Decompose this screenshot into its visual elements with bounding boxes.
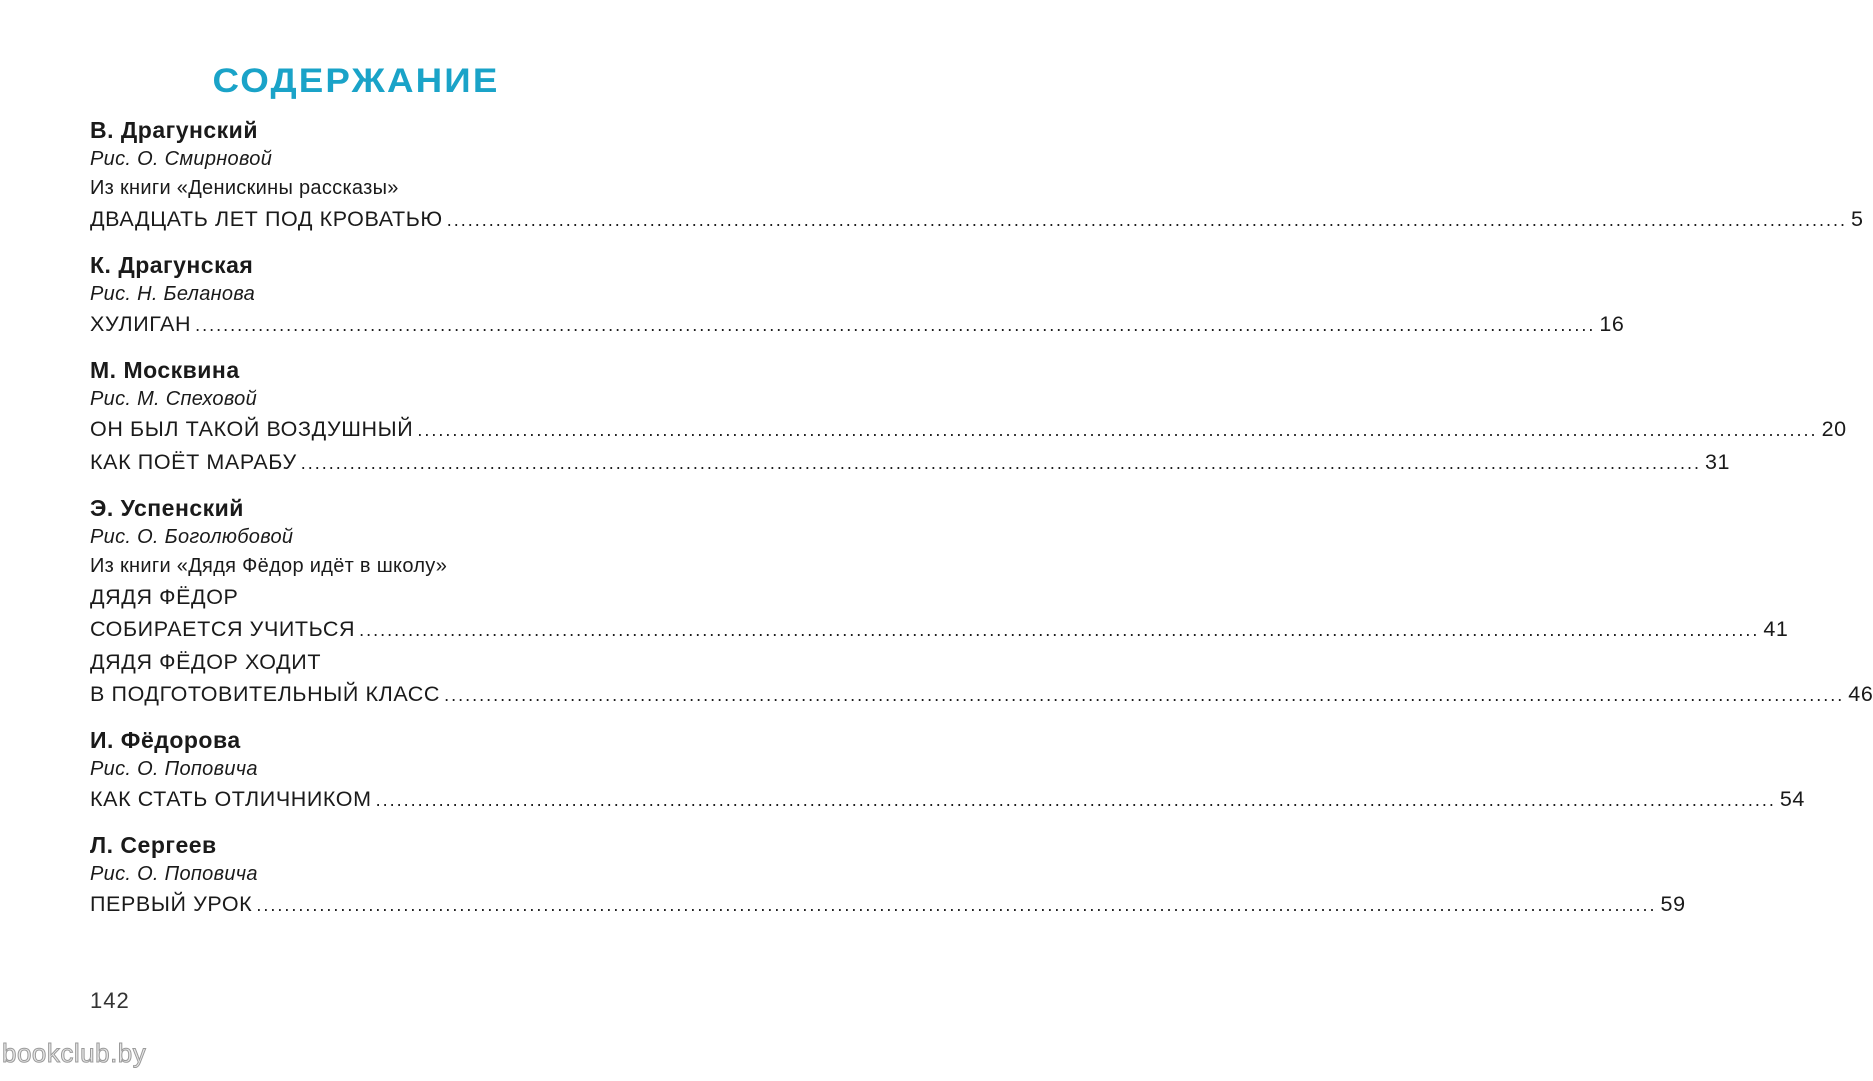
toc-section xyxy=(90,355,1847,479)
toc-entry[interactable] xyxy=(90,888,1686,921)
toc-section xyxy=(90,493,1873,711)
dot-leader: ........................................................................................................................................................................................................ xyxy=(446,210,1847,230)
book-source: Из книги «Дядя Фёдор идёт в школу» xyxy=(90,555,448,577)
page-ref: 16 xyxy=(1599,312,1625,336)
story-title: ХУЛИГАН xyxy=(90,312,192,336)
author-name: В. Драгунский xyxy=(90,117,258,143)
author-name: Л. Сергеев xyxy=(90,832,217,858)
dot-leader: ........................................................................................................................................................................................................ xyxy=(256,895,1657,915)
author-name: Э. Успенский xyxy=(90,495,244,521)
page-ref: 59 xyxy=(1660,892,1686,916)
toc-entry[interactable] xyxy=(90,783,1805,816)
dot-leader: ........................................................................................................................................................................................................ xyxy=(444,685,1845,705)
dot-leader: ........................................................................................................................................................................................................ xyxy=(300,453,1701,473)
toc-section xyxy=(90,250,1625,341)
page-ref: 31 xyxy=(1704,450,1731,474)
illustrator-credit: Рис. О. Поповича xyxy=(90,758,258,780)
page-ref: 5 xyxy=(1850,207,1864,231)
toc-entry[interactable] xyxy=(90,203,1864,236)
author-name: К. Драгунская xyxy=(90,252,254,278)
page-ref: 46 xyxy=(1848,682,1873,706)
illustrator-credit: Рис. О. Поповича xyxy=(90,863,258,885)
dot-leader: ........................................................................................................................................................................................................ xyxy=(417,420,1818,440)
page-ref: 20 xyxy=(1821,417,1847,441)
page-ref: 54 xyxy=(1779,787,1805,811)
page-number: 142 xyxy=(90,988,130,1013)
author-name: М. Москвина xyxy=(90,357,240,383)
toc-section xyxy=(90,115,1864,236)
dot-leader: ........................................................................................................................................................................................................ xyxy=(375,790,1776,810)
story-title: ДВАДЦАТЬ ЛЕТ ПОД КРОВАТЬЮ xyxy=(90,207,443,231)
story-title: В ПОДГОТОВИТЕЛЬНЫЙ КЛАСС xyxy=(90,682,441,706)
watermark: bookclub.by xyxy=(2,1038,147,1068)
story-title: СОБИРАЕТСЯ УЧИТЬСЯ xyxy=(90,617,356,641)
story-title: ОН БЫЛ ТАКОЙ ВОЗДУШНЫЙ xyxy=(90,417,414,441)
toc-section xyxy=(90,725,1805,816)
illustrator-credit: Рис. М. Спеховой xyxy=(90,388,257,410)
toc-entry[interactable] xyxy=(90,678,1873,711)
story-title-line: ДЯДЯ ФЁДОР ХОДИТ xyxy=(90,650,322,674)
page-ref: 41 xyxy=(1763,617,1789,641)
contents-list xyxy=(90,115,1873,921)
story-title: ПЕРВЫЙ УРОК xyxy=(90,892,253,916)
table-of-contents xyxy=(90,62,1873,935)
dot-leader: ........................................................................................................................................................................................................ xyxy=(359,620,1760,640)
toc-entry[interactable] xyxy=(90,308,1625,341)
story-title: КАК СТАТЬ ОТЛИЧНИКОМ xyxy=(90,787,372,811)
book-source: Из книги «Денискины рассказы» xyxy=(90,177,399,199)
story-title-line: ДЯДЯ ФЁДОР xyxy=(90,585,239,609)
story-title: КАК ПОЁТ МАРАБУ xyxy=(90,450,297,474)
page-title: СОДЕРЖАНИЕ xyxy=(212,62,500,100)
toc-section xyxy=(90,830,1686,921)
toc-entry[interactable] xyxy=(90,446,1731,479)
illustrator-credit: Рис. Н. Беланова xyxy=(90,283,256,305)
illustrator-credit: Рис. О. Боголюбовой xyxy=(90,526,294,548)
illustrator-credit: Рис. О. Смирновой xyxy=(90,148,273,170)
toc-entry[interactable] xyxy=(90,613,1789,646)
dot-leader: ........................................................................................................................................................................................................ xyxy=(195,315,1596,335)
toc-entry[interactable] xyxy=(90,413,1847,446)
author-name: И. Фёдорова xyxy=(90,727,241,753)
